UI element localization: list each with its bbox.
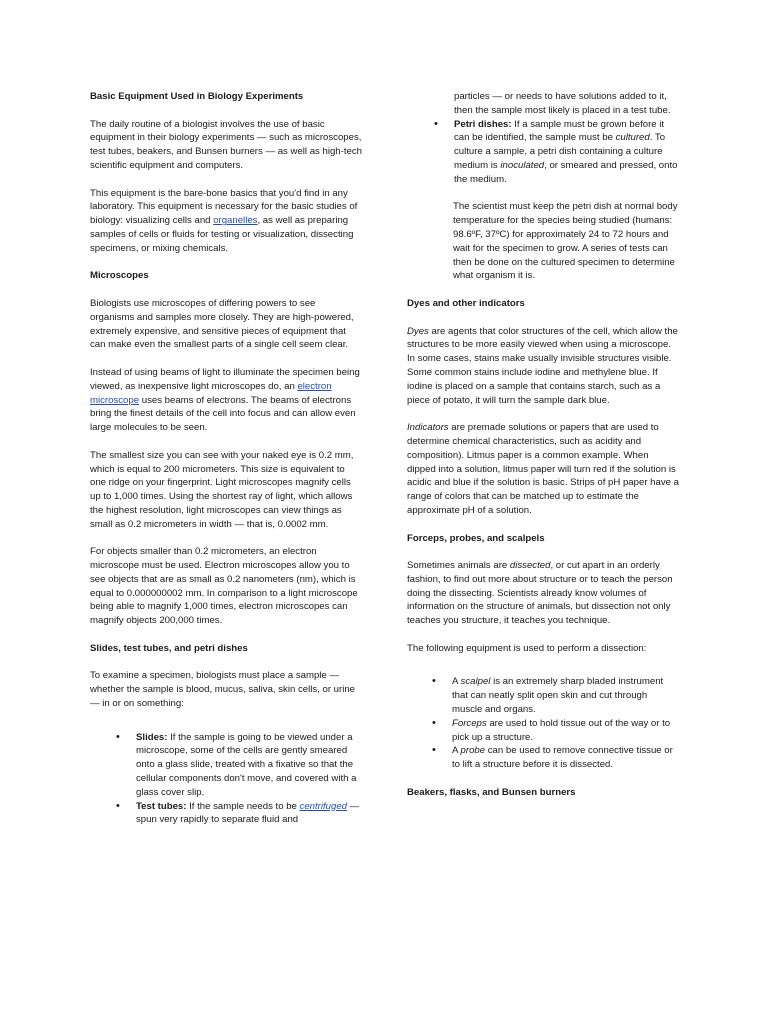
sample-containers-list [90, 731, 362, 828]
test-tubes-text: particles — or needs to have solutions added to it, then the sample most likely is placed in a test tube. [454, 91, 671, 116]
microscopes-text: uses beams of electrons. The beams of electrons bring the finest details of the cell into focus and can allow even large molecules to be seen. [90, 394, 356, 434]
sample-containers-list-continued [407, 90, 679, 187]
list-item-forceps [432, 716, 679, 745]
list-item-scalpel [432, 675, 679, 716]
dissection-tools-list [407, 675, 679, 772]
dissection-text: , or cut apart in an orderly fashion, to find out more about structure or to teach the person doing the dissecting. Scientists already know volumes of information on the structure of animals, but dissection not only teaches you structure, it teaches you technique. [407, 560, 673, 627]
heading-forceps: Forceps, probes, and scalpels [407, 532, 545, 544]
indicators-text: are premade solutions or papers that are used to determine chemical characteristics, such as acidity and composition). Litmus paper is a common example. When dipped into a solution, litmus paper will turn red if the solution is acidic and blue if the solution is basic. Strips of pH paper have a range of colors that can be matched up to estimate the approximate pH of a solution. [407, 422, 679, 516]
intro-paragraph-2 [90, 187, 362, 256]
bullet-icon: • [432, 716, 436, 729]
microscopes-paragraph-3: The smallest size you can see with your naked eye is 0.2 mm, which is equal to 200 micrometers. This size is equivalent to one ridge on your fingerprint. Light microscopes magnify cells up to 1,000 times. Using the shortest ray of light, which allows the highest resolution, light microscopes can view things as small as 0.2 micrometers in width — that is, 0.0002 mm. [90, 449, 354, 530]
heading-slides: Slides, test tubes, and petri dishes [90, 642, 248, 654]
intro-text: This equipment is the bare-bone basics that you'd find in any laboratory. This equipment is necessary for the basic studies of biology: visualizing cells and [90, 187, 358, 227]
slides-label: Slides: [136, 731, 168, 743]
probe-term: probe [460, 745, 486, 757]
microscope-link[interactable]: microscope [90, 394, 140, 406]
slides-text: If the sample is going to be viewed under a microscope, some of the cells are gently smeared onto a glass slide, treated with a fixative so that the cellular components don't move, and covered with a glass cover slip. [136, 731, 357, 798]
scalpel-text: is an extremely sharp bladed instrument that can neatly split open skin and cut through muscle and organs. [452, 676, 664, 716]
heading-microscopes: Microscopes [90, 270, 149, 282]
scalpel-term: scalpel [460, 676, 491, 688]
test-tubes-text: If the sample needs to be [186, 800, 300, 812]
probe-text: A [452, 745, 461, 757]
petri-dishes-label: Petri dishes: [454, 118, 512, 130]
dyes-text: are agents that color structures of the cell, which allow the structures to be more easily viewed when using a microscope. In some cases, stains make usually invisible structures visible. Some common stains include iodine and methylene blue. If iodine is placed on a sample that contains starch, such as a piece of potato, it will turn the sample dark blue. [407, 325, 678, 406]
list-item-test-tubes-continued [454, 90, 679, 118]
bullet-icon: • [116, 730, 120, 743]
list-item-slides [116, 730, 362, 800]
microscopes-text: Instead of using beams of light to illuminate the specimen being viewed, as inexpensive light microscopes do, an [90, 366, 360, 392]
list-item-test-tubes [116, 799, 362, 828]
petri-text: If a sample must be grown before it can be identified, the sample must be [454, 118, 665, 144]
list-item-probe [432, 744, 679, 772]
test-tubes-text: — spun very rapidly to separate fluid and [136, 800, 360, 826]
test-tubes-label: Test tubes: [136, 800, 187, 812]
list-item-petri-dishes [434, 117, 679, 187]
microscopes-paragraph-2 [90, 366, 362, 435]
dissected-term: dissected [509, 560, 551, 572]
bullet-icon: • [434, 117, 438, 130]
bullet-icon: • [116, 799, 120, 812]
forceps-term: Forceps [452, 717, 487, 729]
dissection-paragraph [407, 559, 679, 628]
left-column [90, 90, 362, 841]
scalpel-text: A [452, 676, 461, 688]
electron-link[interactable]: electron [297, 380, 332, 392]
bullet-icon: • [432, 744, 436, 757]
bullet-icon: • [432, 675, 436, 688]
heading-dyes: Dyes and other indicators [407, 297, 525, 309]
forceps-text: are used to hold tissue out of the way or to pick up a structure. [452, 717, 671, 743]
centrifuged-link[interactable]: centrifuged [299, 800, 348, 812]
dissection-equipment-intro: The following equipment is used to perform a dissection: [407, 642, 647, 654]
microscopes-paragraph-4: For objects smaller than 0.2 micrometers, an electron microscope must be used. Electron microscopes allow you to see objects that are as small as 0.2 nanometers (nm), which is equal to 0.000000002 mm. In comparison to a light microscope being able to magnify 1,000 times, electron microscopes can magnify objects 200,000 times. [90, 546, 358, 627]
petri-paragraph: The scientist must keep the petri dish at normal body temperature for the species being studied (humans: 98.6ºF, 37ºC) for approximately 24 to 72 hours and wait for the specimen to grow. A series of tests can then be done on the cultured specimen to determine what organism it is. [453, 201, 678, 282]
petri-text: . To culture a sample, a petri dish containing a culture medium is [454, 132, 666, 171]
organelles-link[interactable]: organelles [213, 215, 258, 227]
dissection-text: Sometimes animals are [407, 560, 510, 572]
intro-text: , as well as preparing samples of cells or fluids for testing or visualization, dissecting specimens, or mixing chemicals. [90, 215, 354, 254]
intro-paragraph-1: The daily routine of a biologist involves the use of basic equipment in their biology experiments — such as microscopes, test tubes, beakers, and Bunsen burners — as well as high-tech scientific equipment and computers. [90, 118, 362, 171]
petri-text: , or smeared and pressed, onto the medium. [454, 159, 678, 185]
indicators-paragraph [407, 421, 679, 518]
cultured-term: cultured [615, 132, 650, 144]
inoculated-term: inoculated [500, 159, 545, 171]
document-title: Basic Equipment Used in Biology Experiments [90, 91, 304, 102]
heading-beakers: Beakers, flasks, and Bunsen burners [407, 786, 576, 798]
slides-intro: To examine a specimen, biologists must place a sample — whether the sample is blood, mucus, saliva, skin cells, or urine — in or on something: [90, 670, 356, 710]
dyes-paragraph [407, 325, 679, 408]
dyes-term: Dyes [407, 325, 429, 337]
indicators-term: Indicators [407, 422, 449, 434]
probe-text: can be used to remove connective tissue or to lift a structure before it is dissected. [452, 745, 673, 771]
microscopes-paragraph-1: Biologists use microscopes of differing powers to see organisms and samples more closely. They are high-powered, extremely expensive, and sensitive pieces of equipment that can make even the smallest parts of a single cell seem clear. [90, 297, 354, 351]
right-column [407, 90, 679, 813]
